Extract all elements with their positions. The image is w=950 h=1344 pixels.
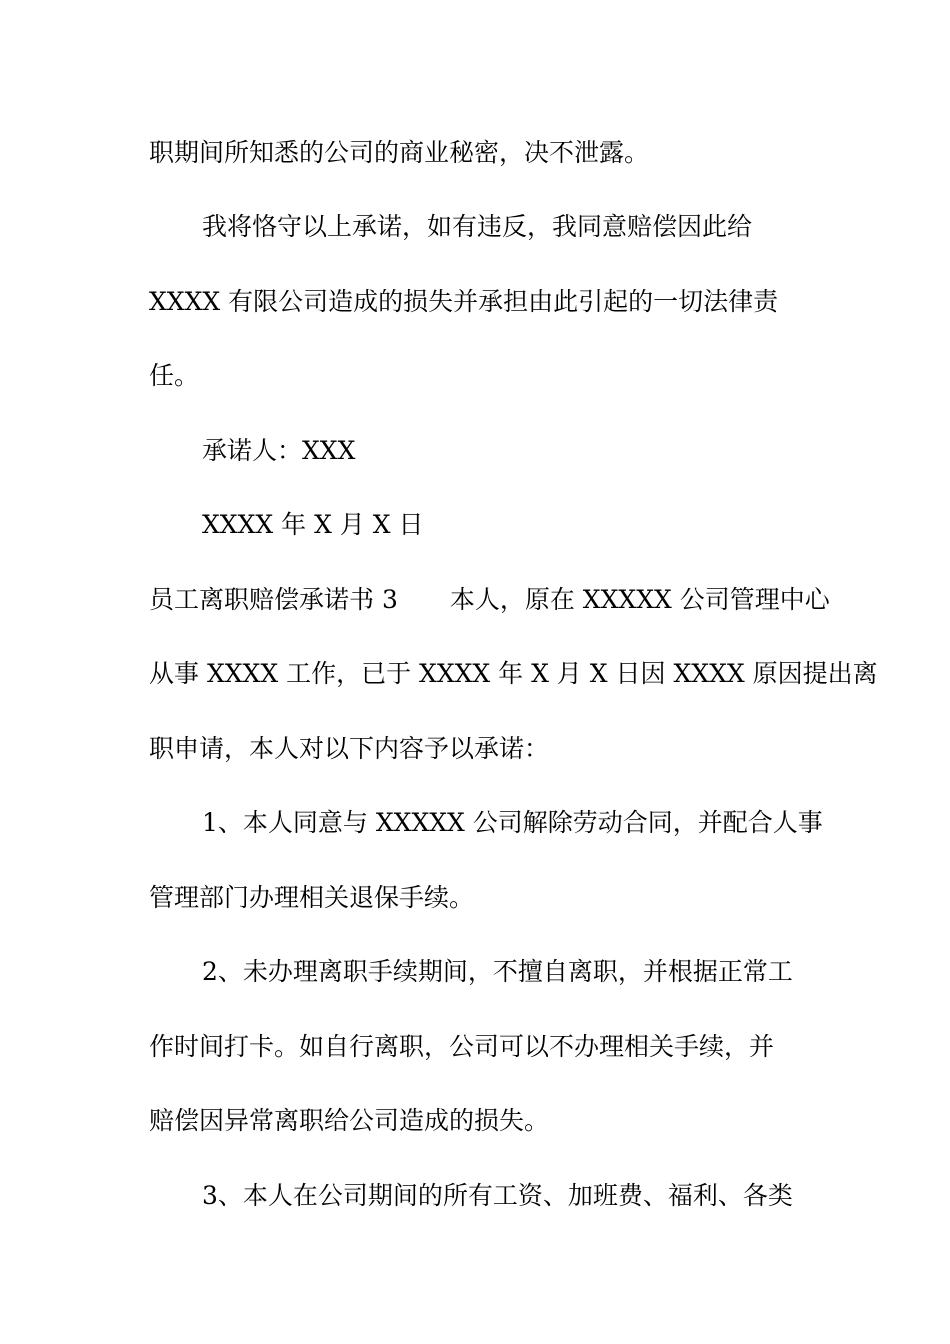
text-line-4: 任。	[149, 361, 200, 390]
text-line-9: 职申请，本人对以下内容予以承诺：	[149, 734, 550, 763]
text-line-3: XXXX 有限公司造成的损失并承担由此引起的一切法律责	[149, 287, 779, 316]
signatory-line: 承诺人：XXX	[202, 436, 356, 465]
section-heading: 员工离职赔偿承诺书 3	[149, 585, 398, 614]
text-line-8: 从事 XXXX 工作，已于 XXXX 年 X 月 X 日因 XXXX 原因提出离	[149, 659, 878, 688]
clause-2-line-3: 赔偿因异常离职给公司造成的损失。	[149, 1106, 550, 1135]
text-line-2: 我将恪守以上承诺，如有违反，我同意赔偿因此给	[202, 212, 753, 241]
date-line: XXXX 年 X 月 X 日	[202, 510, 424, 539]
section-intro-text: 本人，原在 XXXXX 公司管理中心	[449, 585, 830, 614]
clause-1-line-2: 管理部门办理相关退保手续。	[149, 883, 475, 912]
clause-2-line-2: 作时间打卡。如自行离职，公司可以不办理相关手续，并	[149, 1032, 775, 1061]
text-line-1: 职期间所知悉的公司的商业秘密，决不泄露。	[149, 138, 650, 167]
section-heading-line	[149, 583, 830, 617]
clause-2-line-1: 2、未办理离职手续期间，不擅自离职，并根据正常工	[202, 957, 793, 986]
clause-1-line-1: 1、本人同意与 XXXXX 公司解除劳动合同，并配合人事	[202, 808, 823, 837]
clause-3-line-1: 3、本人在公司期间的所有工资、加班费、福利、各类	[202, 1181, 793, 1210]
